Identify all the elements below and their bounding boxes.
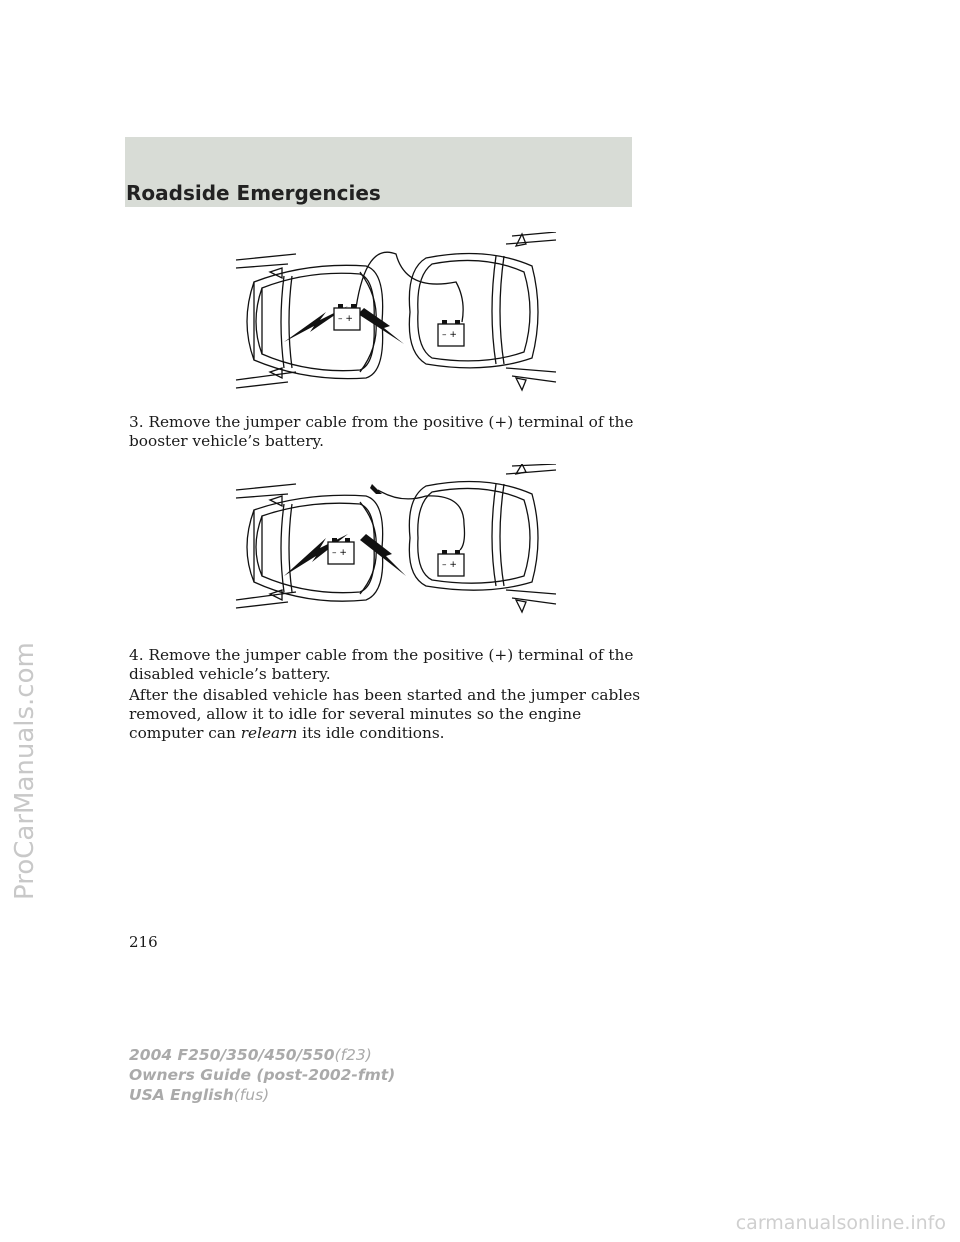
section-title: Roadside Emergencies — [126, 181, 381, 205]
battery-terminal-label: – + — [332, 548, 347, 558]
footer-guide: Owners Guide (post-2002-fmt) — [129, 1066, 396, 1084]
watermark-bottom: carmanualsonline.info — [735, 1212, 946, 1234]
footer-model-code: (f23) — [334, 1046, 372, 1064]
watermark-side-text: ProCarManuals.com — [10, 642, 40, 900]
battery-booster — [438, 320, 464, 346]
step-3: 3. Remove the jumper cable from the positive (+) terminal of the booster vehicle’s battery. — [129, 413, 634, 450]
battery-terminal-label: – + — [442, 330, 457, 340]
footer-language: USA English — [129, 1086, 234, 1104]
paragraph-text: After the disabled vehicle has been started and the jumper cables removed, allow it to idle for several minutes so the engine computer can — [129, 686, 641, 742]
battery-booster — [438, 550, 464, 576]
battery-disabled — [328, 538, 354, 564]
watermark-side — [10, 642, 50, 940]
battery-disabled — [334, 304, 360, 330]
footer-language-code: (fus) — [233, 1086, 270, 1104]
relearn-emphasis: relearn — [240, 724, 298, 742]
battery-terminal-label: – + — [338, 314, 353, 324]
document-footer — [129, 1045, 395, 1105]
page-number: 216 — [129, 933, 158, 951]
jumper-diagram-disabled — [226, 464, 566, 614]
footer-line-guide — [129, 1065, 395, 1085]
footer-model: 2004 F250/350/450/550 — [129, 1046, 335, 1064]
footer-line-model — [129, 1045, 395, 1065]
idle-relearn-paragraph — [129, 686, 649, 743]
footer-line-language — [129, 1085, 395, 1105]
paragraph-text-end: its idle conditions. — [297, 724, 445, 742]
jumper-diagram-booster — [226, 232, 566, 392]
battery-terminal-label: – + — [442, 560, 457, 570]
step-4: 4. Remove the jumper cable from the positive (+) terminal of the disabled vehicle’s battery. — [129, 646, 634, 683]
